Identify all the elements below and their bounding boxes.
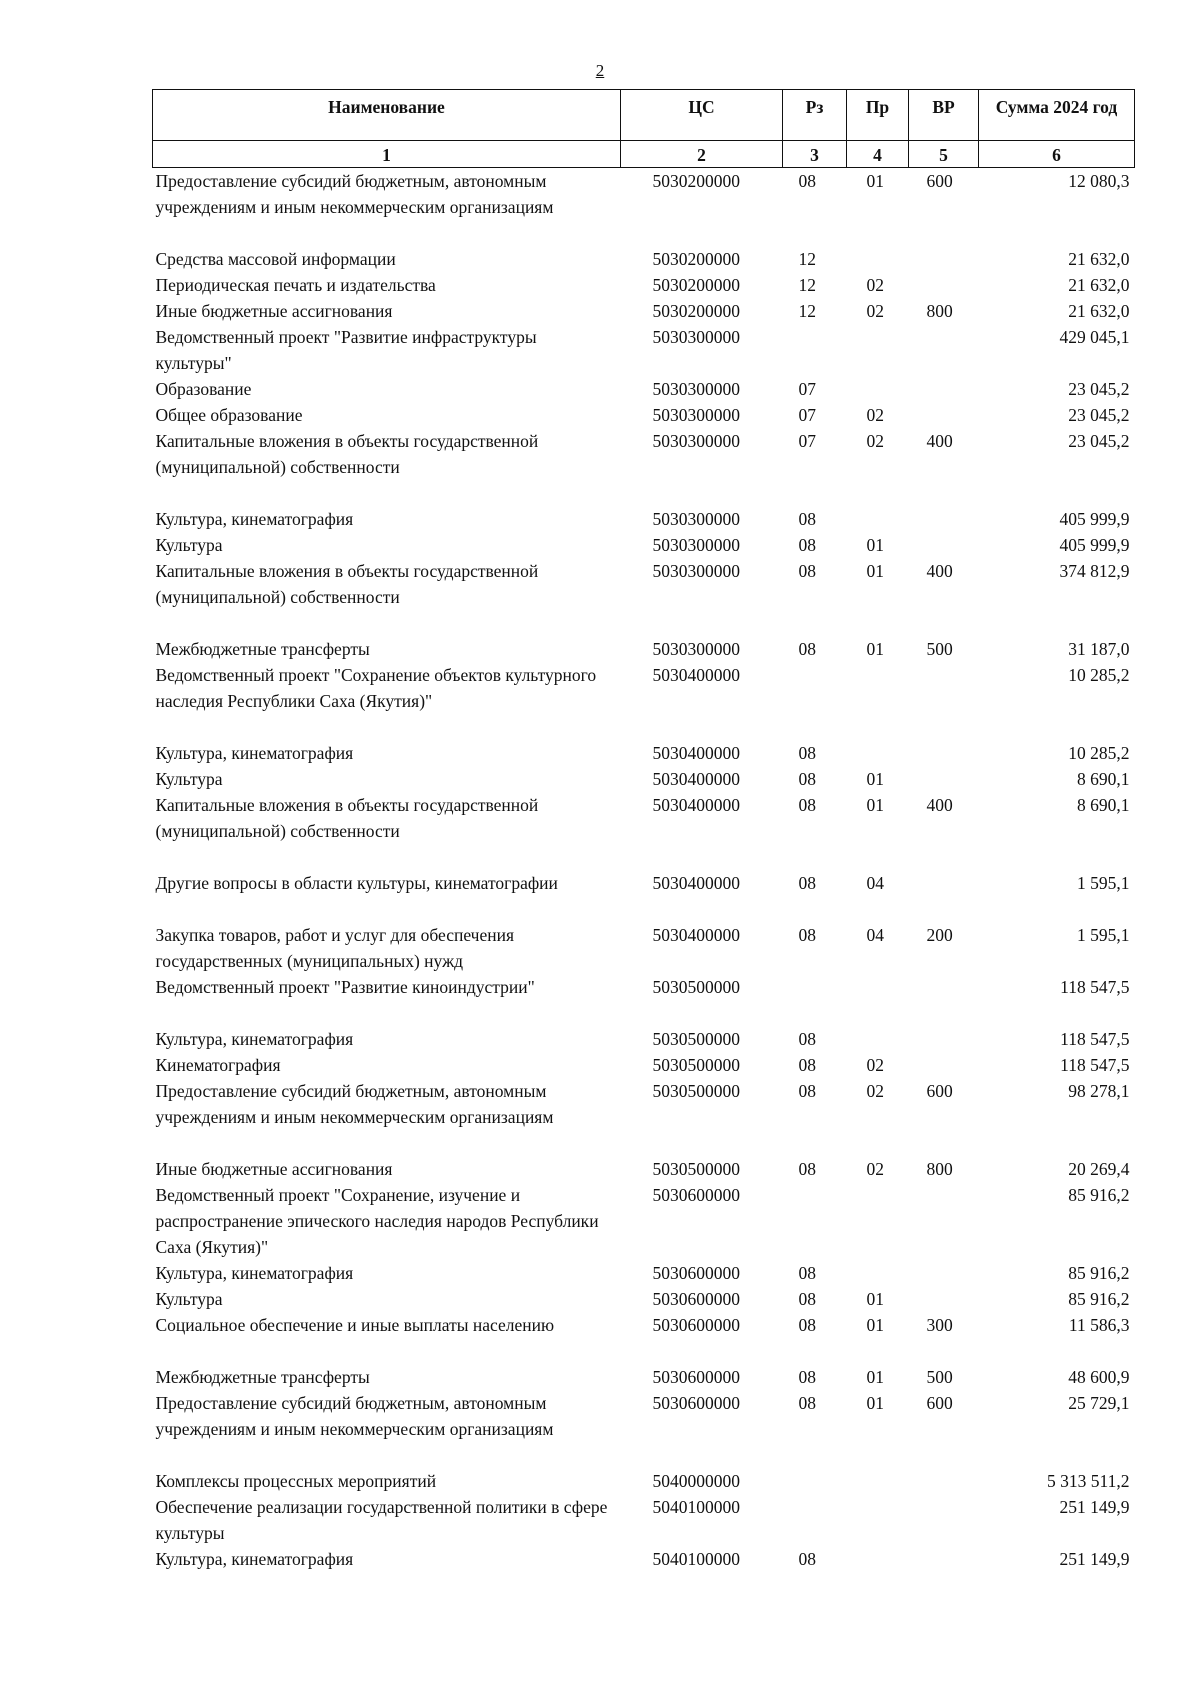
table-row [153, 1312, 1135, 1364]
row-pr [847, 1182, 909, 1260]
row-name: Культура [155, 769, 223, 789]
row-vr [909, 272, 979, 298]
row-sum: 118 547,5 [1060, 977, 1130, 997]
row-sum: 23 045,2 [1068, 431, 1130, 451]
table-row [153, 1260, 1135, 1286]
row-pr: 02 [866, 1081, 884, 1101]
row-pr: 02 [866, 1159, 884, 1179]
row-vr [909, 662, 979, 740]
row-cs: 5030500000 [652, 1055, 740, 1075]
row-vr: 500 [926, 639, 953, 659]
row-vr [909, 1260, 979, 1286]
row-sum: 23 045,2 [1068, 405, 1130, 425]
row-name: Культура, кинематография [155, 1263, 354, 1283]
row-pr [847, 246, 909, 272]
row-name: Общее образование [155, 405, 303, 425]
row-pr: 01 [866, 639, 884, 659]
row-cs: 5030600000 [652, 1289, 740, 1309]
row-pr [847, 324, 909, 376]
row-rz: 08 [798, 1549, 816, 1569]
row-rz: 08 [798, 925, 816, 945]
row-sum: 118 547,5 [1060, 1055, 1130, 1075]
column-number-row [153, 141, 1135, 168]
row-name: Межбюджетные трансферты [155, 639, 370, 659]
row-pr: 01 [866, 1393, 884, 1413]
row-sum: 1 595,1 [1077, 925, 1130, 945]
table-row [153, 662, 1135, 740]
row-sum: 25 729,1 [1068, 1393, 1130, 1413]
row-vr [909, 402, 979, 428]
row-name: Культура, кинематография [155, 509, 354, 529]
row-pr [847, 662, 909, 740]
row-vr [909, 1286, 979, 1312]
row-pr [847, 1260, 909, 1286]
row-rz [783, 1182, 847, 1260]
table-row [153, 922, 1135, 974]
row-cs: 5030200000 [652, 249, 740, 269]
row-name: Ведомственный проект "Сохранение, изучение и распространение эпического наследия народов Республики Саха (Якутия)" [155, 1185, 599, 1257]
table-row [153, 1286, 1135, 1312]
header-cs: ЦС [621, 90, 783, 141]
table-body [153, 168, 1135, 1573]
row-sum: 85 916,2 [1068, 1263, 1130, 1283]
row-vr [909, 870, 979, 922]
row-vr: 600 [926, 1393, 953, 1413]
row-name: Другие вопросы в области культуры, кинематографии [155, 873, 558, 893]
table-row [153, 1052, 1135, 1078]
row-sum: 48 600,9 [1068, 1367, 1130, 1387]
table-row [153, 1494, 1135, 1546]
row-pr: 01 [866, 171, 884, 191]
row-rz: 12 [798, 301, 816, 321]
header-sum: Сумма 2024 год [979, 90, 1135, 141]
row-sum: 374 812,9 [1059, 561, 1130, 581]
row-sum: 31 187,0 [1068, 639, 1130, 659]
row-sum: 251 149,9 [1059, 1549, 1130, 1569]
row-name: Ведомственный проект "Развитие инфраструктуры культуры" [155, 327, 537, 373]
row-name: Предоставление субсидий бюджетным, автономным учреждениям и иным некоммерческим организациям [155, 1393, 554, 1439]
table-row [153, 246, 1135, 272]
column-number: 4 [847, 141, 909, 168]
row-rz: 08 [798, 743, 816, 763]
row-vr [909, 1546, 979, 1572]
row-pr [847, 1026, 909, 1052]
row-cs: 5030600000 [652, 1263, 740, 1283]
page-number: 2 [595, 61, 605, 80]
row-name: Предоставление субсидий бюджетным, автономным учреждениям и иным некоммерческим организациям [155, 1081, 554, 1127]
row-rz: 12 [798, 275, 816, 295]
row-sum: 405 999,9 [1059, 509, 1130, 529]
row-vr: 200 [926, 925, 953, 945]
row-vr [909, 506, 979, 532]
row-vr [909, 1052, 979, 1078]
table-row [153, 792, 1135, 870]
row-name: Культура, кинематография [155, 1549, 354, 1569]
table-row [153, 870, 1135, 922]
column-number: 3 [783, 141, 847, 168]
row-rz: 08 [798, 535, 816, 555]
row-name: Закупка товаров, работ и услуг для обеспечения государственных (муниципальных) нужд [155, 925, 515, 971]
row-sum: 251 149,9 [1059, 1497, 1130, 1517]
row-rz: 07 [798, 379, 816, 399]
row-sum: 23 045,2 [1068, 379, 1130, 399]
row-name: Капитальные вложения в объекты государственной (муниципальной) собственности [155, 561, 539, 607]
row-name: Обеспечение реализации государственной политики в сфере культуры [155, 1497, 608, 1543]
row-vr: 400 [926, 795, 953, 815]
table-row [153, 402, 1135, 428]
row-vr: 300 [926, 1315, 953, 1335]
row-sum: 85 916,2 [1068, 1185, 1130, 1205]
row-cs: 5040100000 [652, 1497, 740, 1517]
row-vr [909, 766, 979, 792]
row-cs: 5030300000 [652, 561, 740, 581]
row-cs: 5030500000 [652, 1029, 740, 1049]
row-cs: 5030200000 [652, 301, 740, 321]
row-cs: 5030300000 [652, 379, 740, 399]
row-name: Кинематография [155, 1055, 281, 1075]
table-row [153, 1364, 1135, 1390]
row-rz [783, 974, 847, 1026]
table-row [153, 376, 1135, 402]
row-rz: 08 [798, 1263, 816, 1283]
table-row [153, 168, 1135, 247]
row-rz [783, 1468, 847, 1494]
row-sum: 8 690,1 [1077, 795, 1130, 815]
row-pr: 02 [866, 405, 884, 425]
row-vr [909, 1182, 979, 1260]
row-pr: 02 [866, 301, 884, 321]
table-row [153, 1390, 1135, 1468]
row-vr [909, 1468, 979, 1494]
row-vr [909, 324, 979, 376]
row-rz: 08 [798, 1315, 816, 1335]
row-pr: 01 [866, 1315, 884, 1335]
row-name: Предоставление субсидий бюджетным, автономным учреждениям и иным некоммерческим организациям [155, 171, 554, 217]
row-vr [909, 1494, 979, 1546]
row-rz: 07 [798, 405, 816, 425]
row-pr: 02 [866, 1055, 884, 1075]
row-sum: 12 080,3 [1068, 171, 1130, 191]
row-sum: 8 690,1 [1077, 769, 1130, 789]
row-sum: 405 999,9 [1059, 535, 1130, 555]
row-pr: 04 [866, 873, 884, 893]
row-pr: 01 [866, 795, 884, 815]
row-rz: 08 [798, 1081, 816, 1101]
row-name: Ведомственный проект "Сохранение объектов культурного наследия Республики Саха (Якутия)" [155, 665, 597, 711]
row-cs: 5030300000 [652, 535, 740, 555]
table-row [153, 636, 1135, 662]
row-rz: 12 [798, 249, 816, 269]
row-sum: 11 586,3 [1068, 1315, 1130, 1335]
row-sum: 10 285,2 [1068, 665, 1130, 685]
header-rz: Рз [783, 90, 847, 141]
row-cs: 5040000000 [652, 1471, 740, 1491]
row-vr: 800 [926, 301, 953, 321]
row-sum: 10 285,2 [1068, 743, 1130, 763]
row-vr [909, 376, 979, 402]
column-number: 1 [153, 141, 621, 168]
row-rz: 07 [798, 431, 816, 451]
table-row [153, 1468, 1135, 1494]
row-cs: 5030400000 [652, 769, 740, 789]
row-vr: 400 [926, 431, 953, 451]
row-rz: 08 [798, 1393, 816, 1413]
row-vr [909, 532, 979, 558]
row-cs: 5030600000 [652, 1315, 740, 1335]
row-cs: 5040100000 [652, 1549, 740, 1569]
row-cs: 5030500000 [652, 1081, 740, 1101]
row-rz: 08 [798, 795, 816, 815]
table-row [153, 974, 1135, 1026]
table-row [153, 1026, 1135, 1052]
row-rz [783, 1494, 847, 1546]
row-vr: 500 [926, 1367, 953, 1387]
table-row [153, 1546, 1135, 1572]
row-name: Комплексы процессных мероприятий [155, 1471, 437, 1491]
row-pr: 01 [866, 561, 884, 581]
row-cs: 5030500000 [652, 977, 740, 997]
row-rz: 08 [798, 639, 816, 659]
column-number: 2 [621, 141, 783, 168]
row-cs: 5030400000 [652, 665, 740, 685]
row-cs: 5030400000 [652, 925, 740, 945]
row-cs: 5030300000 [652, 327, 740, 347]
row-pr: 01 [866, 769, 884, 789]
row-rz: 08 [798, 1055, 816, 1075]
row-sum: 21 632,0 [1068, 275, 1130, 295]
row-cs: 5030600000 [652, 1367, 740, 1387]
row-rz: 08 [798, 509, 816, 529]
table-row [153, 1078, 1135, 1156]
row-pr [847, 506, 909, 532]
row-name: Периодическая печать и издательства [155, 275, 436, 295]
row-pr: 02 [866, 275, 884, 295]
row-pr: 01 [866, 1367, 884, 1387]
row-rz: 08 [798, 1159, 816, 1179]
row-name: Иные бюджетные ассигнования [155, 1159, 393, 1179]
row-vr: 800 [926, 1159, 953, 1179]
row-cs: 5030400000 [652, 873, 740, 893]
row-name: Культура, кинематография [155, 1029, 354, 1049]
row-rz: 08 [798, 1029, 816, 1049]
row-vr: 600 [926, 171, 953, 191]
row-sum: 429 045,1 [1059, 327, 1130, 347]
row-cs: 5030300000 [652, 639, 740, 659]
row-rz: 08 [798, 561, 816, 581]
row-rz: 08 [798, 873, 816, 893]
row-name: Средства массовой информации [155, 249, 396, 269]
row-name: Образование [155, 379, 252, 399]
row-cs: 5030600000 [652, 1393, 740, 1413]
row-pr [847, 1546, 909, 1572]
row-cs: 5030300000 [652, 431, 740, 451]
budget-table [152, 89, 1135, 1572]
row-name: Ведомственный проект "Развитие киноиндустрии" [155, 977, 535, 997]
row-sum: 21 632,0 [1068, 301, 1130, 321]
row-name: Капитальные вложения в объекты государственной (муниципальной) собственности [155, 431, 539, 477]
table-row [153, 558, 1135, 636]
row-vr [909, 246, 979, 272]
table-row [153, 272, 1135, 298]
row-cs: 5030600000 [652, 1185, 740, 1205]
row-cs: 5030300000 [652, 509, 740, 529]
row-pr: 01 [866, 535, 884, 555]
row-rz [783, 324, 847, 376]
table-row [153, 298, 1135, 324]
row-sum: 118 547,5 [1060, 1029, 1130, 1049]
row-sum: 85 916,2 [1068, 1289, 1130, 1309]
table-row [153, 532, 1135, 558]
row-rz: 08 [798, 769, 816, 789]
table-row [153, 428, 1135, 506]
row-pr [847, 974, 909, 1026]
row-vr [909, 740, 979, 766]
table-row [153, 740, 1135, 766]
column-number: 5 [909, 141, 979, 168]
row-name: Межбюджетные трансферты [155, 1367, 370, 1387]
row-name: Культура [155, 1289, 223, 1309]
row-cs: 5030400000 [652, 795, 740, 815]
row-sum: 21 632,0 [1068, 249, 1130, 269]
table-row [153, 1182, 1135, 1260]
table-row [153, 506, 1135, 532]
row-cs: 5030200000 [652, 171, 740, 191]
row-sum: 20 269,4 [1068, 1159, 1130, 1179]
header-name: Наименование [153, 90, 621, 141]
row-vr [909, 974, 979, 1026]
header-vr: ВР [909, 90, 979, 141]
row-name: Культура [155, 535, 223, 555]
table-row [153, 1156, 1135, 1182]
row-name: Иные бюджетные ассигнования [155, 301, 393, 321]
row-pr [847, 740, 909, 766]
row-sum: 98 278,1 [1068, 1081, 1130, 1101]
row-rz: 08 [798, 171, 816, 191]
column-number: 6 [979, 141, 1135, 168]
row-vr: 600 [926, 1081, 953, 1101]
row-rz: 08 [798, 1367, 816, 1387]
row-pr: 04 [866, 925, 884, 945]
row-pr [847, 1494, 909, 1546]
row-rz: 08 [798, 1289, 816, 1309]
header-pr: Пр [847, 90, 909, 141]
row-cs: 5030300000 [652, 405, 740, 425]
row-sum: 5 313 511,2 [1047, 1471, 1130, 1491]
row-rz [783, 662, 847, 740]
table-row [153, 766, 1135, 792]
row-cs: 5030400000 [652, 743, 740, 763]
row-pr [847, 376, 909, 402]
row-cs: 5030200000 [652, 275, 740, 295]
row-pr: 01 [866, 1289, 884, 1309]
row-cs: 5030500000 [652, 1159, 740, 1179]
row-name: Капитальные вложения в объекты государственной (муниципальной) собственности [155, 795, 539, 841]
table-row [153, 324, 1135, 376]
header-row [153, 90, 1135, 141]
row-sum: 1 595,1 [1077, 873, 1130, 893]
row-pr: 02 [866, 431, 884, 451]
row-vr [909, 1026, 979, 1052]
row-vr: 400 [926, 561, 953, 581]
row-name: Социальное обеспечение и иные выплаты населению [155, 1315, 555, 1335]
row-pr [847, 1468, 909, 1494]
row-name: Культура, кинематография [155, 743, 354, 763]
